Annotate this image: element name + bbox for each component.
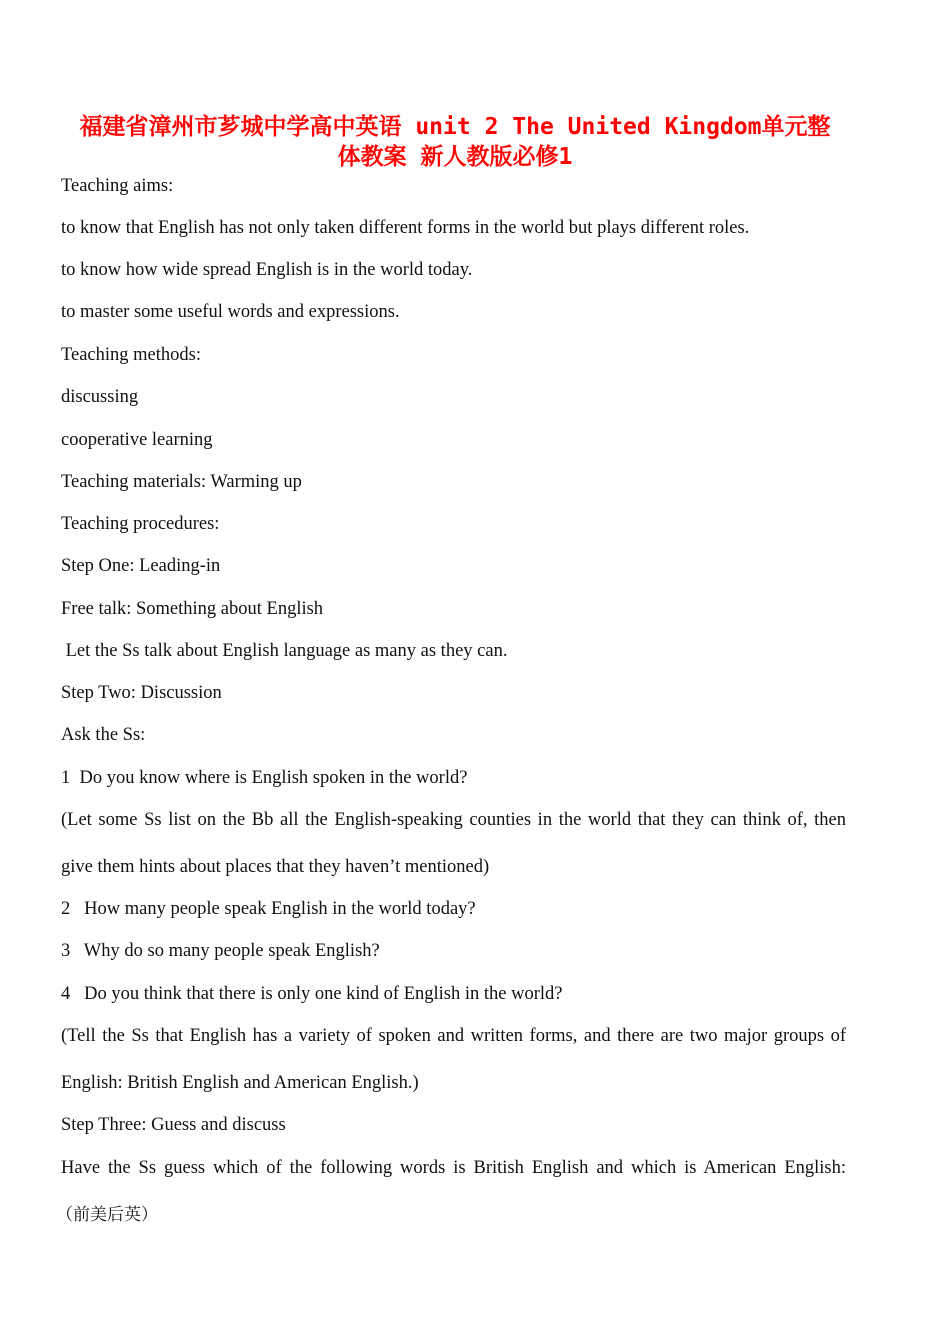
title-line-1: 福建省漳州市芗城中学高中英语 unit 2 The United Kingdom单元整 [79,114,831,140]
method-item-1: discussing [61,387,139,407]
question-3: 3 Why do so many people speak English? [61,941,380,961]
teaching-methods-heading: Teaching methods: [61,345,201,365]
aim-item-3: to master some useful words and expressions. [61,302,400,322]
teaching-materials-line: Teaching materials: Warming up [61,472,302,492]
question-2: 2 How many people speak English in the world today? [61,899,476,919]
method-item-2: cooperative learning [61,430,213,450]
guess-hint: （前美后英） [56,1205,158,1225]
free-talk-line: Free talk: Something about English [61,599,324,619]
ask-the-ss-line: Ask the Ss: [61,725,146,745]
question-1-note-line-2: give them hints about places that they haven’t mentioned) [61,857,490,877]
question-4-note-line-1: (Tell the Ss that English has a variety of spoken and written forms, and there are two major groups of [61,1026,846,1046]
guess-instruction: Have the Ss guess which of the following words is British English and which is American English: [61,1158,846,1178]
free-talk-instruction: Let the Ss talk about English language as many as they can. [61,641,508,661]
question-4-note-line-2: English: British English and American English.) [61,1073,419,1093]
question-1: 1 Do you know where is English spoken in the world? [61,768,468,788]
aim-item-2: to know how wide spread English is in the world today. [61,260,473,280]
teaching-procedures-heading: Teaching procedures: [61,514,220,534]
aim-item-1: to know that English has not only taken different forms in the world but plays different roles. [61,218,750,238]
step-one-heading: Step One: Leading-in [61,556,221,576]
teaching-aims-heading: Teaching aims: [61,176,174,196]
question-4: 4 Do you think that there is only one kind of English in the world? [61,984,563,1004]
title-line-2: 体教案 新人教版必修1 [337,144,573,170]
step-two-heading: Step Two: Discussion [61,683,222,703]
document-title [40,112,870,172]
step-three-heading: Step Three: Guess and discuss [61,1115,286,1135]
question-1-note-line-1: (Let some Ss list on the Bb all the English-speaking counties in the world that they can think of, then [61,810,846,830]
